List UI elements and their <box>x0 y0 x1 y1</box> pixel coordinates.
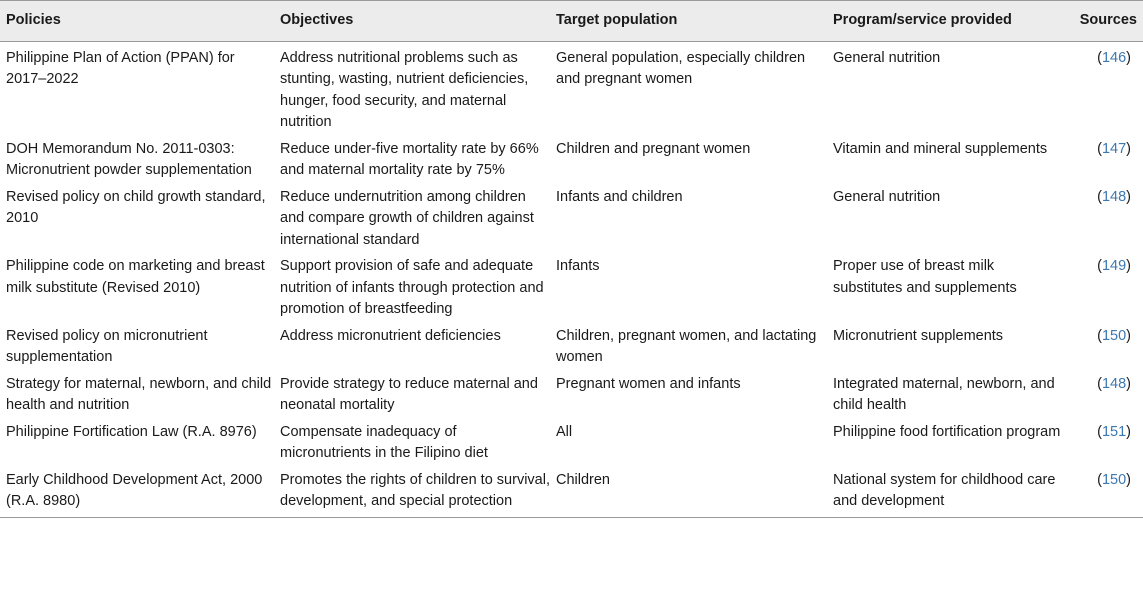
cell-target-population: Children <box>550 467 827 518</box>
cell-source: (146) <box>1097 49 1131 66</box>
table-row <box>0 371 1143 419</box>
table-row <box>0 253 1143 323</box>
cell-objective: Promotes the rights of children to survival, development, and special protection <box>274 467 550 518</box>
header-sources: Sources <box>1067 1 1143 42</box>
cell-objective: Address micronutrient deficiencies <box>280 327 501 344</box>
table-row <box>0 467 1143 518</box>
cell-target-population: Infants and children <box>556 188 683 205</box>
cell-policy: Revised policy on micronutrient supplementation <box>6 327 208 365</box>
header-objectives: Objectives <box>274 1 550 42</box>
cell-program: Proper use of breast milk substitutes and supplements <box>833 258 1017 296</box>
cell-target-population: General population, especially children and pregnant women <box>556 49 806 87</box>
cell-program: General nutrition <box>833 188 941 205</box>
cell-objective: Support provision of safe and adequate nutrition of infants through protection and promotion of breastfeeding <box>280 258 544 317</box>
cell-target-population: Children, pregnant women, and lactating women <box>556 327 817 365</box>
source-link[interactable]: 148 <box>1101 375 1127 392</box>
cell-policy: DOH Memorandum No. 2011-0303: Micronutrient powder supplementation <box>6 140 252 178</box>
source-link[interactable]: 150 <box>1101 327 1127 344</box>
cell-program: Integrated maternal, newborn, and child health <box>833 375 1055 413</box>
cell-source: (150) <box>1067 467 1143 518</box>
source-link[interactable]: 146 <box>1101 49 1127 66</box>
source-link[interactable]: 147 <box>1101 140 1127 157</box>
table-body <box>0 41 1143 517</box>
cell-objective: Compensate inadequacy of micronutrients in the Filipino diet <box>280 423 488 461</box>
header-target-population: Target population <box>550 1 827 42</box>
source-link[interactable]: 151 <box>1101 423 1127 440</box>
cell-target-population: Infants <box>556 258 600 274</box>
cell-program: Vitamin and mineral supplements <box>833 140 1048 157</box>
header-program-service: Program/service provided <box>827 1 1067 42</box>
table-row <box>0 419 1143 467</box>
cell-target-population: Pregnant women and infants <box>556 375 741 392</box>
cell-objective: Reduce under-five mortality rate by 66% and maternal mortality rate by 75% <box>280 140 539 178</box>
cell-source: (148) <box>1097 375 1131 392</box>
table-row <box>0 41 1143 136</box>
cell-policy: Philippine code on marketing and breast milk substitute (Revised 2010) <box>6 258 265 296</box>
cell-source: (149) <box>1097 258 1131 274</box>
cell-objective: Provide strategy to reduce maternal and neonatal mortality <box>280 375 538 413</box>
header-row <box>0 1 1143 42</box>
cell-source: (151) <box>1097 423 1131 440</box>
cell-policy: Revised policy on child growth standard, 2010 <box>6 188 266 226</box>
source-link[interactable]: 150 <box>1101 471 1127 488</box>
cell-source: (147) <box>1097 140 1131 157</box>
source-link[interactable]: 148 <box>1101 188 1127 205</box>
cell-policy: Philippine Plan of Action (PPAN) for 2017–2022 <box>6 49 235 87</box>
cell-source: (148) <box>1097 188 1131 205</box>
table-header <box>0 1 1143 42</box>
cell-policy: Early Childhood Development Act, 2000 (R.A. 8980) <box>0 467 274 518</box>
cell-policy: Philippine Fortification Law (R.A. 8976) <box>6 423 257 440</box>
table-row <box>0 184 1143 254</box>
cell-source: (150) <box>1097 327 1131 344</box>
source-link[interactable]: 149 <box>1101 258 1127 274</box>
cell-target-population: All <box>556 423 573 440</box>
cell-program: Micronutrient supplements <box>833 327 1004 344</box>
cell-target-population: Children and pregnant women <box>556 140 751 157</box>
cell-policy: Strategy for maternal, newborn, and child health and nutrition <box>6 375 272 413</box>
cell-objective: Address nutritional problems such as stunting, wasting, nutrient deficiencies, hunger, food security, and maternal nutrition <box>280 49 529 130</box>
table-row <box>0 323 1143 371</box>
table-row <box>0 136 1143 184</box>
cell-program: Philippine food fortification program <box>833 423 1061 440</box>
header-policies: Policies <box>0 1 274 42</box>
cell-program: National system for childhood care and development <box>827 467 1067 518</box>
cell-objective: Reduce undernutrition among children and compare growth of children against international standard <box>280 188 534 248</box>
cell-program: General nutrition <box>833 49 941 66</box>
